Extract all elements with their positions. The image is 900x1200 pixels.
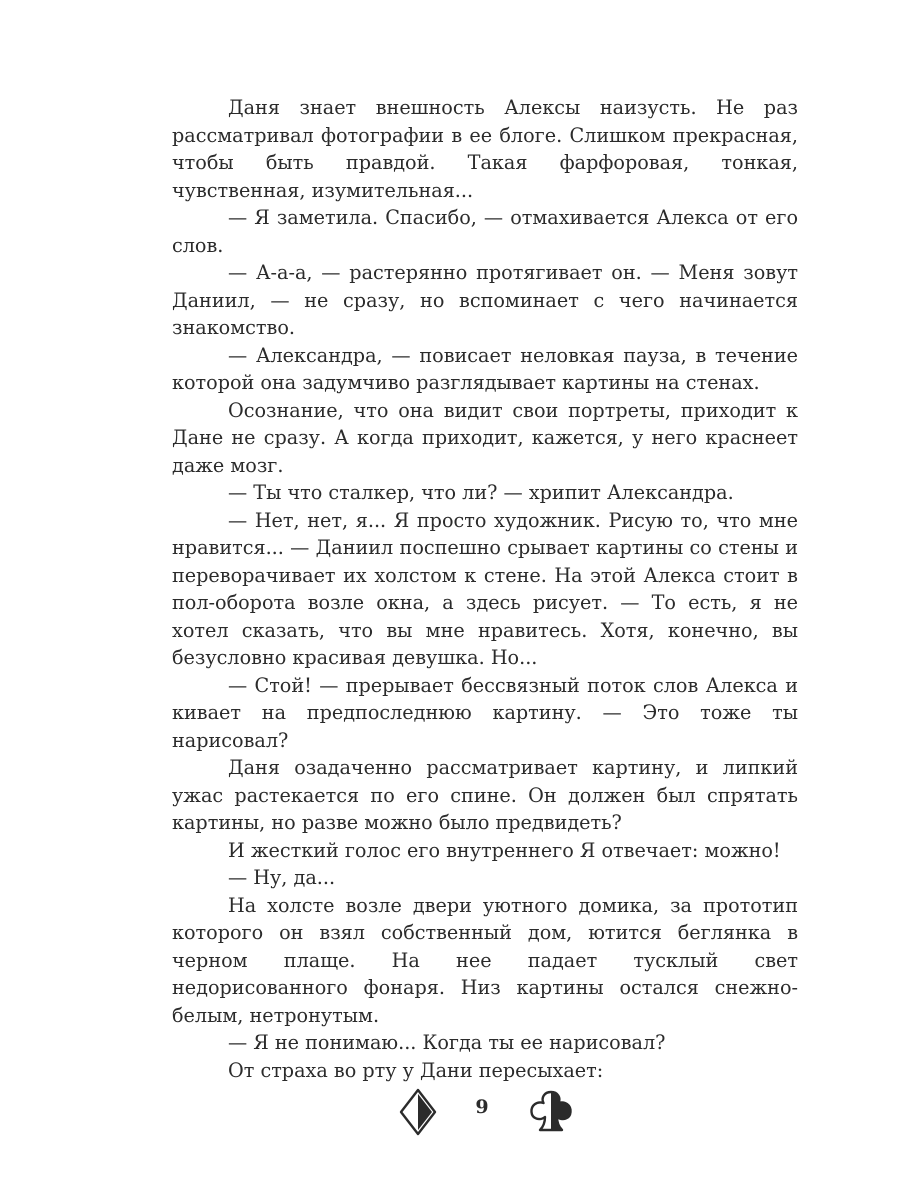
paragraph: Даня знает внешность Алексы наизусть. Не раз рассматривал фотографии в ее блоге. Слишком прекрасная, чтобы быть правдой. Такая фарфоровая, тонкая, чувственная, изумительная... bbox=[172, 96, 798, 202]
paragraph: — Я заметила. Спасибо, — отмахивается Алекса от его слов. bbox=[172, 206, 798, 257]
page-number: 9 bbox=[475, 1096, 489, 1118]
paragraph: Даня озадаченно рассматривает картину, и липкий ужас растекается по его спине. Он должен был спрятать картины, но разве можно было предвидеть? bbox=[172, 756, 798, 834]
paragraph: На холсте возле двери уютного домика, за прототип которого он взял собственный дом, ютится беглянка в черном плаще. На нее падает тусклый свет недорисованного фонаря. Низ картины остался снежно-белым, нетронутым. bbox=[172, 893, 798, 1027]
paragraph: — Александра, — повисает неловкая пауза, в течение которой она задумчиво разглядывает картины на стенах. bbox=[172, 343, 798, 394]
body-text bbox=[172, 94, 798, 1084]
paragraph: Осознание, что она видит свои портреты, приходит к Дане не сразу. А когда приходит, кажется, у него краснеет даже мозг. bbox=[172, 398, 798, 477]
paragraph: — А-а-а, — растерянно протягивает он. — Меня зовут Даниил, — не сразу, но вспоминает с чего начинается знакомство. bbox=[172, 261, 798, 339]
paragraph: — Ну, да... bbox=[228, 866, 336, 889]
diamond-icon bbox=[398, 1088, 438, 1136]
paragraph: — Стой! — прерывает бессвязный поток слов Алекса и кивает на предпоследнюю картину. — Это тоже ты нарисовал? bbox=[172, 673, 798, 752]
paragraph: — Нет, нет, я... Я просто художник. Рисую то, что мне нравится... — Даниил поспешно срывает картины со стены и переворачивает их холстом к стене. На этой Алекса стоит в пол-оборота возле окна, а здесь рисует. — То есть, я не хотел сказать, что вы мне нравитесь. Хотя, конечно, вы безусловно красивая девушка. Но... bbox=[172, 508, 798, 669]
paragraph: — Ты что сталкер, что ли? — хрипит Александра. bbox=[228, 481, 734, 504]
paragraph: И жесткий голос его внутреннего Я отвечает: можно! bbox=[228, 838, 781, 862]
page-footer bbox=[0, 1082, 900, 1142]
paragraph: — Я не понимаю... Когда ты ее нарисовал? bbox=[228, 1031, 666, 1054]
club-icon bbox=[528, 1088, 574, 1134]
paragraph: От страха во рту у Дани пересыхает: bbox=[228, 1058, 604, 1082]
